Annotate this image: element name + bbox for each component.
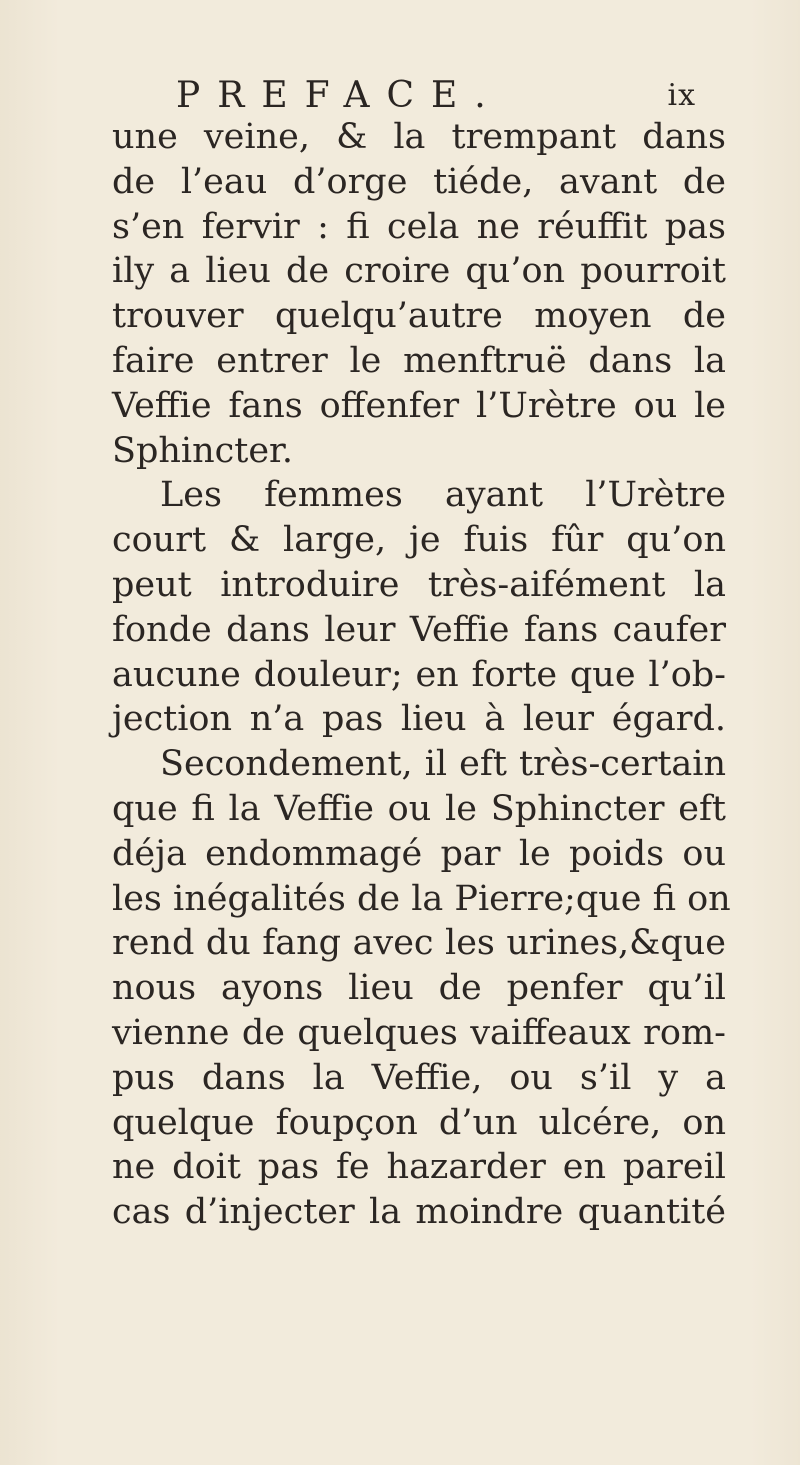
text-line: Sphincter. xyxy=(112,430,294,471)
text-line: vienne de quelques vaiffeaux rom- xyxy=(112,1012,726,1053)
text-line: nous ayons lieu de penfer qu’il xyxy=(112,968,726,1009)
text-line: jection n’a pas lieu à leur égard. xyxy=(112,699,726,740)
text-line: Veffie fans offenfer l’Urètre ou le xyxy=(112,385,726,426)
text-line: court & large, je fuis fûr qu’on xyxy=(112,520,726,561)
page-number: ix xyxy=(667,78,696,113)
text-line: quelque foupçon d’un ulcére, on xyxy=(112,1102,726,1143)
text-line: les inégalités de la Pierre;que fi on xyxy=(112,878,731,919)
running-title: PREFACE. xyxy=(176,75,503,116)
text-line: aucune douleur; en forte que l’ob- xyxy=(112,654,726,695)
text-line: fonde dans leur Veffie fans caufer xyxy=(112,609,726,650)
text-line: de l’eau d’orge tiéde, avant de xyxy=(112,161,726,202)
text-line: ne doit pas fe hazarder en pareil xyxy=(112,1147,726,1188)
text-line: Les femmes ayant l’Urètre xyxy=(160,475,726,516)
text-line: que fi la Veffie ou le Sphincter eft xyxy=(112,788,726,829)
text-line: ily a lieu de croire qu’on pourroit xyxy=(112,251,726,292)
text-line: déja endommagé par le poids ou xyxy=(112,833,726,874)
text-line: cas d’injecter la moindre quantité xyxy=(112,1192,726,1233)
text-line: faire entrer le menftruë dans la xyxy=(112,340,726,381)
text-line: Secondement, il eft très-certain xyxy=(160,744,726,785)
text-line: peut introduire très-aifément la xyxy=(112,564,726,605)
body-text xyxy=(112,115,731,1235)
text-line: une veine, & la trempant dans xyxy=(112,117,726,157)
text-line: trouver quelqu’autre moyen de xyxy=(112,296,726,337)
text-line: s’en fervir : fi cela ne réuffit pas xyxy=(112,206,726,247)
text-line: rend du fang avec les urines,&que xyxy=(112,923,726,964)
text-line: pus dans la Veffie, ou s’il y a xyxy=(112,1057,726,1098)
running-header xyxy=(176,72,696,120)
